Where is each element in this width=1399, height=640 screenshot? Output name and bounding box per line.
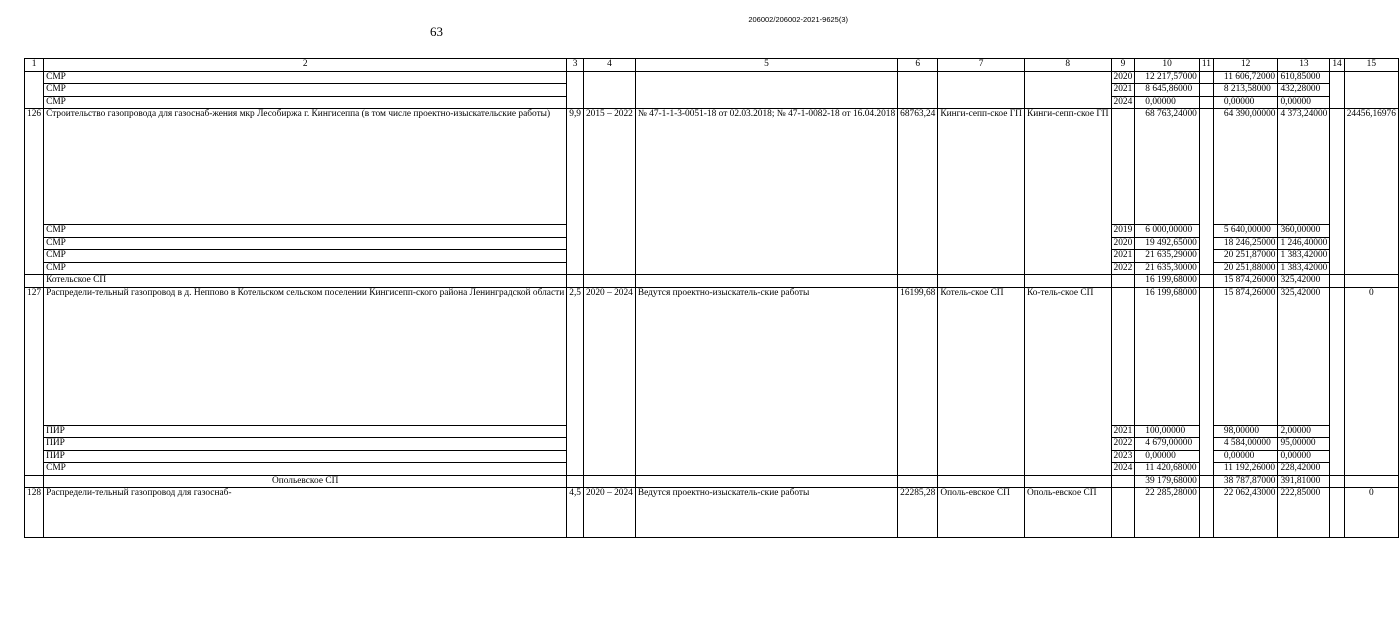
header-row — [25, 59, 1399, 72]
federal-cell: 11 192,26000 — [1213, 463, 1278, 476]
work-type: СМР — [44, 237, 567, 250]
header-cell: 8 — [1024, 59, 1111, 72]
total-cell: 100,00000 — [1135, 425, 1200, 438]
subtotal-label: Опольевское СП — [44, 475, 567, 488]
local-cell: 95,00000 — [1278, 438, 1330, 451]
local-cell: 228,42000 — [1278, 463, 1330, 476]
year-cell: 2022 — [1111, 438, 1135, 451]
work-type: ПИР — [44, 425, 567, 438]
local-cell: 2,00000 — [1278, 425, 1330, 438]
year-cell: 2024 — [1111, 463, 1135, 476]
year-cell: 2021 — [1111, 425, 1135, 438]
total-cell: 16 199,68000 — [1135, 287, 1200, 425]
federal-cell: 38 787,87000 — [1213, 475, 1278, 488]
total-cell: 0,00000 — [1135, 450, 1200, 463]
object-municipality: Ополь-евское СП — [938, 488, 1025, 538]
total-cell: 22 285,28000 — [1135, 488, 1200, 538]
header-cell: 3 — [567, 59, 584, 72]
year-cell: 2019 — [1111, 225, 1135, 238]
object-customer: Ко-тель-ское СП — [1024, 287, 1111, 475]
local-cell: 0,00000 — [1278, 96, 1330, 109]
header-cell: 4 — [583, 59, 635, 72]
subtotal-row — [25, 275, 1399, 288]
work-type: СМР — [44, 71, 567, 84]
total-cell: 39 179,68000 — [1135, 475, 1200, 488]
federal-cell: 5 640,00000 — [1213, 225, 1278, 238]
object-row-128 — [25, 488, 1399, 538]
object-length: 2,5 — [567, 287, 584, 475]
object-cost: 22285,28 — [898, 488, 938, 538]
federal-cell: 64 390,00000 — [1213, 109, 1278, 225]
local-cell: 4 373,24000 — [1278, 109, 1330, 225]
federal-cell: 8 213,58000 — [1213, 84, 1278, 97]
object-number: 128 — [25, 488, 44, 538]
object-years: 2020 – 2024 — [583, 287, 635, 475]
local-cell: 432,28000 — [1278, 84, 1330, 97]
total-cell: 19 492,65000 — [1135, 237, 1200, 250]
object-row-126 — [25, 109, 1399, 225]
header-cell: 5 — [635, 59, 897, 72]
total-cell: 11 420,68000 — [1135, 463, 1200, 476]
object-customer: Ополь-евское СП — [1024, 488, 1111, 538]
header-cell: 9 — [1111, 59, 1135, 72]
object-docs: № 47-1-1-3-0051-18 от 02.03.2018; № 47-1-0082-18 от 16.04.2018 — [635, 109, 897, 275]
year-cell: 2020 — [1111, 71, 1135, 84]
local-cell: 610,85000 — [1278, 71, 1330, 84]
total-cell: 0,00000 — [1135, 96, 1200, 109]
object-municipality: Котель-ское СП — [938, 287, 1025, 475]
federal-cell: 15 874,26000 — [1213, 275, 1278, 288]
work-type: СМР — [44, 262, 567, 275]
header-cell: 10 — [1135, 59, 1200, 72]
work-type: ПИР — [44, 450, 567, 463]
object-customer: Кинги-сепп-ское ГП — [1024, 109, 1111, 275]
header-cell: 1 — [25, 59, 44, 72]
federal-cell: 22 062,43000 — [1213, 488, 1278, 538]
header-cell: 14 — [1330, 59, 1344, 72]
work-type: СМР — [44, 463, 567, 476]
header-cell: 6 — [898, 59, 938, 72]
federal-cell: 15 874,26000 — [1213, 287, 1278, 425]
object-name: Распредели-тельный газопровод для газоснаб- — [44, 488, 567, 538]
federal-cell: 11 606,72000 — [1213, 71, 1278, 84]
federal-cell: 4 584,00000 — [1213, 438, 1278, 451]
object-extra: 24456,16976 — [1344, 109, 1398, 275]
object-length: 4,5 — [567, 488, 584, 538]
total-cell: 6 000,00000 — [1135, 225, 1200, 238]
total-cell: 16 199,68000 — [1135, 275, 1200, 288]
page-number: 63 — [430, 24, 443, 39]
local-cell: 1 383,42000 — [1278, 262, 1330, 275]
federal-cell: 20 251,87000 — [1213, 250, 1278, 263]
local-cell: 325,42000 — [1278, 287, 1330, 425]
work-type: ПИР — [44, 438, 567, 451]
object-extra: 0 — [1344, 287, 1398, 475]
object-name: Распредели-тельный газопровод в д. Неппово в Котельском сельском поселении Кингисепп-ского района Ленинградской области — [44, 287, 567, 425]
document-id: 206002/206002-2021-9625(3) — [748, 15, 848, 24]
federal-cell: 20 251,88000 — [1213, 262, 1278, 275]
year-cell: 2020 — [1111, 237, 1135, 250]
header-cell: 7 — [938, 59, 1025, 72]
header-cell: 11 — [1199, 59, 1213, 72]
federal-cell: 98,00000 — [1213, 425, 1278, 438]
object-cost: 16199,68 — [898, 287, 938, 475]
table-row — [25, 71, 1399, 84]
local-cell: 391,81000 — [1278, 475, 1330, 488]
object-row-127 — [25, 287, 1399, 425]
investment-table — [24, 58, 1399, 538]
local-cell: 1 383,42000 — [1278, 250, 1330, 263]
year-cell: 2022 — [1111, 262, 1135, 275]
work-type: СМР — [44, 96, 567, 109]
year-cell: 2023 — [1111, 450, 1135, 463]
local-cell: 360,00000 — [1278, 225, 1330, 238]
local-cell: 1 246,40000 — [1278, 237, 1330, 250]
header-cell: 13 — [1278, 59, 1330, 72]
local-cell: 222,85000 — [1278, 488, 1330, 538]
federal-cell: 0,00000 — [1213, 450, 1278, 463]
total-cell: 4 679,00000 — [1135, 438, 1200, 451]
object-municipality: Кинги-сепп-ское ГП — [938, 109, 1025, 275]
object-cost: 68763,24 — [898, 109, 938, 275]
total-cell: 21 635,29000 — [1135, 250, 1200, 263]
header-cell: 15 — [1344, 59, 1398, 72]
object-years: 2020 – 2024 — [583, 488, 635, 538]
year-cell: 2021 — [1111, 84, 1135, 97]
object-name: Строительство газопровода для газоснаб-жения мкр Лесобиржа г. Кингисеппа (в том числе проектно-изыскательские работы) — [44, 109, 567, 225]
year-cell: 2024 — [1111, 96, 1135, 109]
subtotal-row — [25, 475, 1399, 488]
object-extra: 0 — [1344, 488, 1398, 538]
work-type: СМР — [44, 250, 567, 263]
header-cell: 2 — [44, 59, 567, 72]
total-cell: 12 217,57000 — [1135, 71, 1200, 84]
object-years: 2015 – 2022 — [583, 109, 635, 275]
work-type: СМР — [44, 84, 567, 97]
object-docs: Ведутся проектно-изыскатель-ские работы — [635, 488, 897, 538]
federal-cell: 0,00000 — [1213, 96, 1278, 109]
object-number: 126 — [25, 109, 44, 275]
local-cell: 0,00000 — [1278, 450, 1330, 463]
local-cell: 325,42000 — [1278, 275, 1330, 288]
total-cell: 8 645,86000 — [1135, 84, 1200, 97]
total-cell: 21 635,30000 — [1135, 262, 1200, 275]
federal-cell: 18 246,25000 — [1213, 237, 1278, 250]
object-length: 9,9 — [567, 109, 584, 275]
object-docs: Ведутся проектно-изыскатель-ские работы — [635, 287, 897, 475]
object-number: 127 — [25, 287, 44, 475]
total-cell: 68 763,24000 — [1135, 109, 1200, 225]
year-cell: 2021 — [1111, 250, 1135, 263]
header-cell: 12 — [1213, 59, 1278, 72]
subtotal-label: Котельское СП — [44, 275, 567, 288]
work-type: СМР — [44, 225, 567, 238]
